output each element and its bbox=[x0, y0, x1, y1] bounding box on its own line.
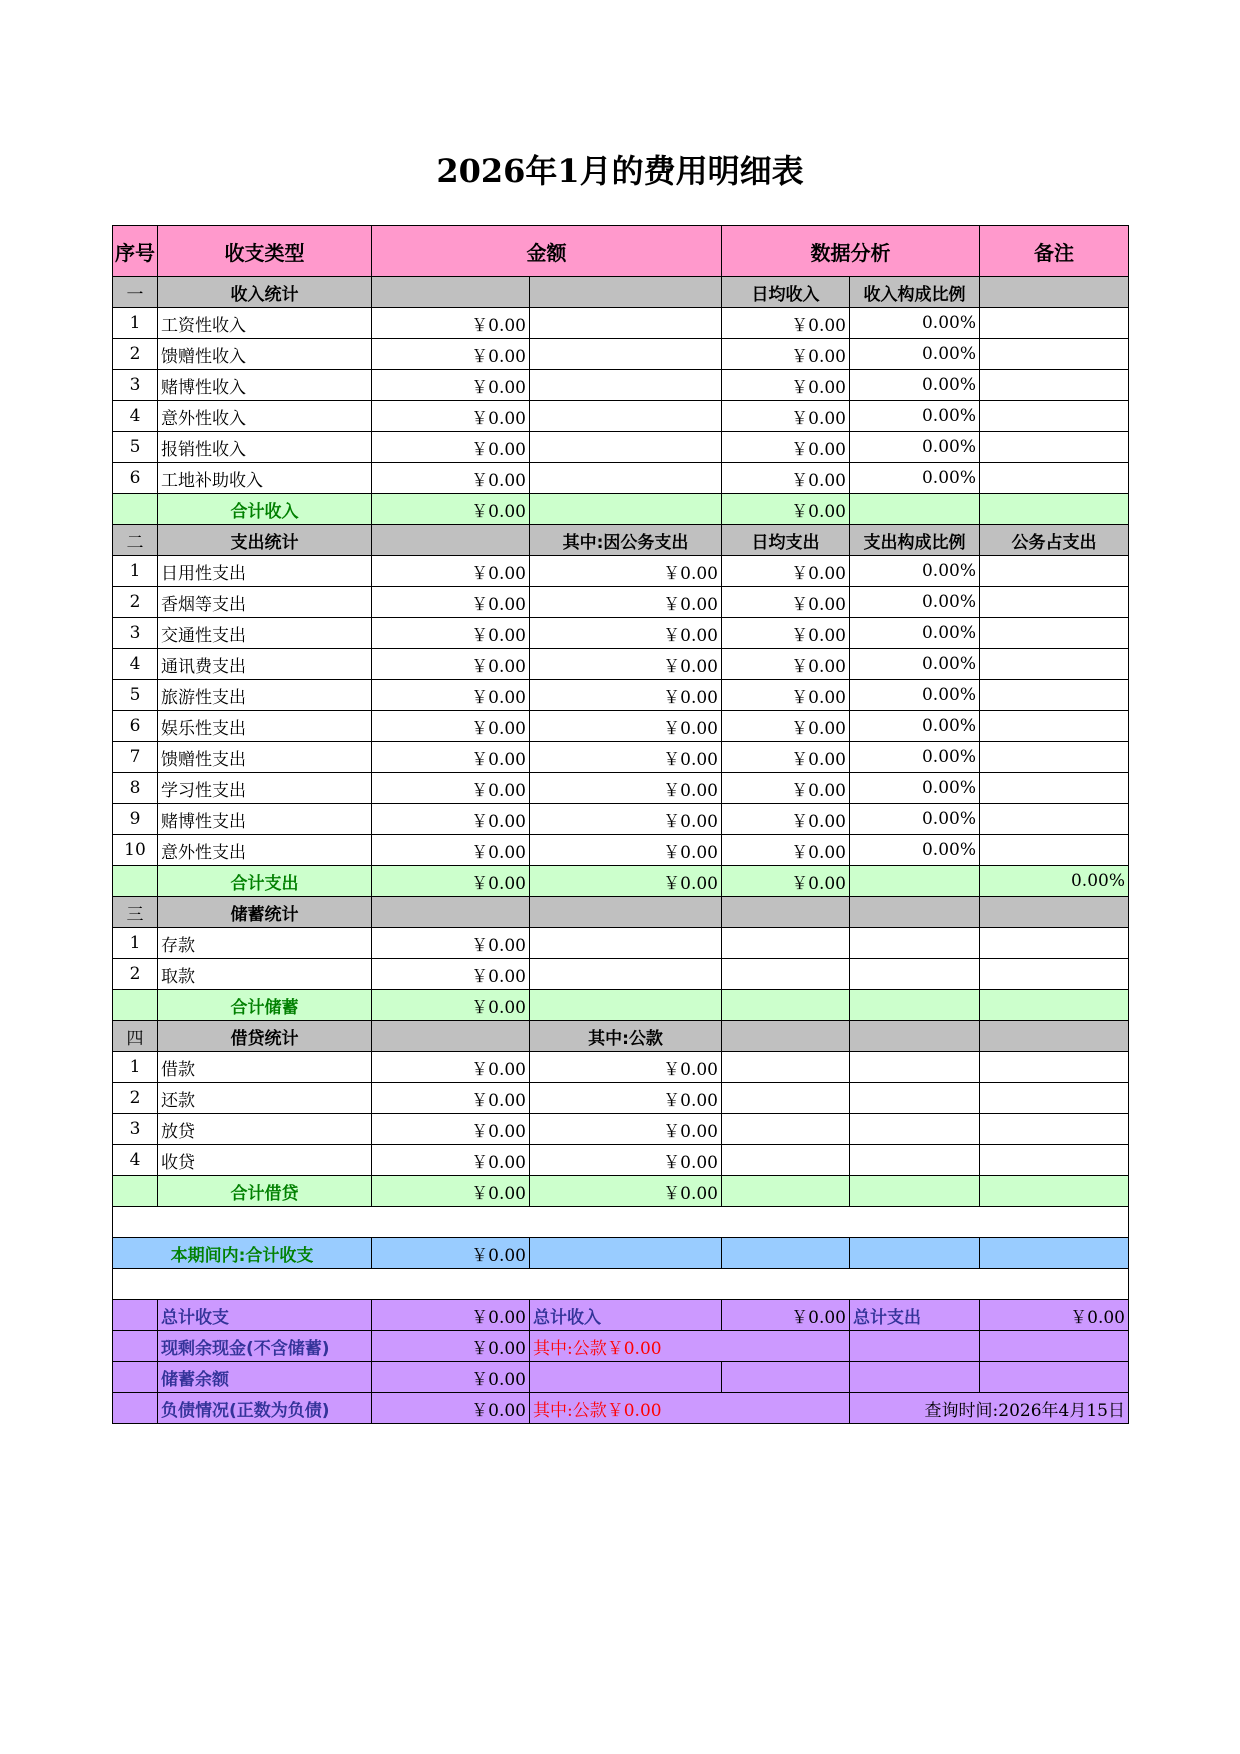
note-cell bbox=[980, 680, 1129, 711]
total-amount: ￥0.00 bbox=[372, 494, 530, 525]
empty-cell bbox=[850, 1362, 980, 1393]
ratio-cell: 0.00% bbox=[850, 339, 980, 370]
savings-row bbox=[113, 959, 1129, 990]
empty-cell bbox=[372, 525, 530, 556]
period-row bbox=[113, 1238, 1129, 1269]
official-cell: ￥0.00 bbox=[530, 618, 722, 649]
summary-income-label: 总计收入 bbox=[530, 1300, 722, 1331]
amount-cell: ￥0.00 bbox=[372, 804, 530, 835]
section-label: 储蓄统计 bbox=[158, 897, 372, 928]
total-label: 合计收入 bbox=[158, 494, 372, 525]
daily-cell: ￥0.00 bbox=[722, 339, 850, 370]
official-cell: ￥0.00 bbox=[530, 680, 722, 711]
loans-section-row bbox=[113, 1021, 1129, 1052]
amount-cell: ￥0.00 bbox=[372, 339, 530, 370]
header-analysis: 数据分析 bbox=[722, 226, 980, 277]
expense-section-row bbox=[113, 525, 1129, 556]
daily-cell: ￥0.00 bbox=[722, 463, 850, 494]
row-number: 1 bbox=[113, 1052, 158, 1083]
empty-cell bbox=[850, 928, 980, 959]
empty-cell bbox=[980, 1083, 1129, 1114]
empty-cell bbox=[980, 1362, 1129, 1393]
note-cell bbox=[980, 556, 1129, 587]
empty-cell bbox=[980, 990, 1129, 1021]
expense-row bbox=[113, 742, 1129, 773]
note-cell bbox=[980, 463, 1129, 494]
daily-cell: ￥0.00 bbox=[722, 587, 850, 618]
section-label: 支出统计 bbox=[158, 525, 372, 556]
item-name: 娱乐性支出 bbox=[158, 711, 372, 742]
amount-cell: ￥0.00 bbox=[372, 928, 530, 959]
empty-cell bbox=[372, 1021, 530, 1052]
expense-row bbox=[113, 773, 1129, 804]
summary-cash-row bbox=[113, 1331, 1129, 1362]
empty-cell bbox=[980, 959, 1129, 990]
ratio-cell: 0.00% bbox=[850, 308, 980, 339]
section-number: 一 bbox=[113, 277, 158, 308]
daily-cell: ￥0.00 bbox=[722, 804, 850, 835]
total-amount: ￥0.00 bbox=[372, 1176, 530, 1207]
daily-cell: ￥0.00 bbox=[722, 308, 850, 339]
item-name: 工地补助收入 bbox=[158, 463, 372, 494]
summary-official: 其中:公款￥0.00 bbox=[530, 1393, 850, 1424]
empty-cell bbox=[372, 897, 530, 928]
empty-cell bbox=[113, 1300, 158, 1331]
row-number: 2 bbox=[113, 1083, 158, 1114]
row-number: 1 bbox=[113, 308, 158, 339]
header-note: 备注 bbox=[980, 226, 1129, 277]
row-number: 3 bbox=[113, 1114, 158, 1145]
empty-cell bbox=[850, 1176, 980, 1207]
note-cell bbox=[980, 432, 1129, 463]
loans-row bbox=[113, 1083, 1129, 1114]
empty-cell bbox=[980, 928, 1129, 959]
empty-cell bbox=[850, 990, 980, 1021]
empty-cell bbox=[722, 1021, 850, 1052]
empty-cell bbox=[850, 494, 980, 525]
ratio-cell: 0.00% bbox=[850, 804, 980, 835]
official-cell: ￥0.00 bbox=[530, 1145, 722, 1176]
summary-expense-label: 总计支出 bbox=[850, 1300, 980, 1331]
empty-cell bbox=[980, 277, 1129, 308]
empty-cell bbox=[113, 1331, 158, 1362]
item-name: 报销性收入 bbox=[158, 432, 372, 463]
empty-cell bbox=[980, 897, 1129, 928]
amount-cell: ￥0.00 bbox=[372, 1083, 530, 1114]
empty-cell bbox=[530, 432, 722, 463]
expense-row bbox=[113, 835, 1129, 866]
row-number: 8 bbox=[113, 773, 158, 804]
expense-row bbox=[113, 680, 1129, 711]
empty-cell bbox=[530, 277, 722, 308]
row-number: 6 bbox=[113, 463, 158, 494]
row-number: 4 bbox=[113, 649, 158, 680]
amount-cell: ￥0.00 bbox=[372, 742, 530, 773]
empty-cell bbox=[980, 1331, 1129, 1362]
total-daily: ￥0.00 bbox=[722, 866, 850, 897]
item-name: 交通性支出 bbox=[158, 618, 372, 649]
summary-debt-row bbox=[113, 1393, 1129, 1424]
summary-amount: ￥0.00 bbox=[372, 1331, 530, 1362]
note-cell bbox=[980, 587, 1129, 618]
amount-cell: ￥0.00 bbox=[372, 370, 530, 401]
row-number: 4 bbox=[113, 401, 158, 432]
column-label-ratio: 支出构成比例 bbox=[850, 525, 980, 556]
item-name: 学习性支出 bbox=[158, 773, 372, 804]
note-cell bbox=[980, 742, 1129, 773]
empty-cell bbox=[113, 1393, 158, 1424]
period-label: 本期间内:合计收支 bbox=[113, 1238, 372, 1269]
empty-cell bbox=[530, 401, 722, 432]
section-number: 三 bbox=[113, 897, 158, 928]
empty-cell bbox=[530, 1238, 722, 1269]
empty-cell bbox=[722, 1052, 850, 1083]
official-cell: ￥0.00 bbox=[530, 1114, 722, 1145]
note-cell bbox=[980, 308, 1129, 339]
summary-income-amount: ￥0.00 bbox=[722, 1300, 850, 1331]
summary-label: 现剩余现金(不含储蓄) bbox=[158, 1331, 372, 1362]
item-name: 香烟等支出 bbox=[158, 587, 372, 618]
total-share: 0.00% bbox=[980, 866, 1129, 897]
empty-cell bbox=[722, 1362, 850, 1393]
official-cell: ￥0.00 bbox=[530, 742, 722, 773]
expense-row bbox=[113, 649, 1129, 680]
empty-cell bbox=[850, 1114, 980, 1145]
empty-cell bbox=[113, 990, 158, 1021]
expense-row bbox=[113, 618, 1129, 649]
empty-cell bbox=[980, 1238, 1129, 1269]
empty-cell bbox=[850, 1145, 980, 1176]
daily-cell: ￥0.00 bbox=[722, 773, 850, 804]
empty-cell bbox=[850, 1021, 980, 1052]
empty-cell bbox=[530, 1362, 722, 1393]
ratio-cell: 0.00% bbox=[850, 401, 980, 432]
empty-cell bbox=[530, 928, 722, 959]
item-name: 还款 bbox=[158, 1083, 372, 1114]
official-cell: ￥0.00 bbox=[530, 1052, 722, 1083]
summary-label: 储蓄余额 bbox=[158, 1362, 372, 1393]
ratio-cell: 0.00% bbox=[850, 463, 980, 494]
column-label-ratio: 收入构成比例 bbox=[850, 277, 980, 308]
daily-cell: ￥0.00 bbox=[722, 711, 850, 742]
total-label: 合计储蓄 bbox=[158, 990, 372, 1021]
ratio-cell: 0.00% bbox=[850, 742, 980, 773]
row-number: 2 bbox=[113, 339, 158, 370]
amount-cell: ￥0.00 bbox=[372, 1052, 530, 1083]
note-cell bbox=[980, 618, 1129, 649]
amount-cell: ￥0.00 bbox=[372, 959, 530, 990]
header-amount: 金额 bbox=[372, 226, 722, 277]
income-total-row bbox=[113, 494, 1129, 525]
empty-cell bbox=[980, 1145, 1129, 1176]
item-name: 馈赠性支出 bbox=[158, 742, 372, 773]
section-label: 借贷统计 bbox=[158, 1021, 372, 1052]
amount-cell: ￥0.00 bbox=[372, 1145, 530, 1176]
loans-row bbox=[113, 1052, 1129, 1083]
daily-cell: ￥0.00 bbox=[722, 742, 850, 773]
empty-cell bbox=[722, 1145, 850, 1176]
summary-total-row bbox=[113, 1300, 1129, 1331]
ratio-cell: 0.00% bbox=[850, 680, 980, 711]
empty-cell bbox=[722, 928, 850, 959]
loans-row bbox=[113, 1114, 1129, 1145]
row-number: 1 bbox=[113, 556, 158, 587]
income-row bbox=[113, 370, 1129, 401]
note-cell bbox=[980, 804, 1129, 835]
item-name: 旅游性支出 bbox=[158, 680, 372, 711]
empty-cell bbox=[530, 494, 722, 525]
summary-amount: ￥0.00 bbox=[372, 1362, 530, 1393]
column-label-daily: 日均支出 bbox=[722, 525, 850, 556]
amount-cell: ￥0.00 bbox=[372, 773, 530, 804]
loans-total-row bbox=[113, 1176, 1129, 1207]
item-name: 取款 bbox=[158, 959, 372, 990]
section-number: 四 bbox=[113, 1021, 158, 1052]
expense-total-row bbox=[113, 866, 1129, 897]
row-number: 2 bbox=[113, 587, 158, 618]
summary-official: 其中:公款￥0.00 bbox=[530, 1331, 850, 1362]
daily-cell: ￥0.00 bbox=[722, 556, 850, 587]
daily-cell: ￥0.00 bbox=[722, 401, 850, 432]
ratio-cell: 0.00% bbox=[850, 835, 980, 866]
spacer-row bbox=[113, 1269, 1129, 1300]
item-name: 放贷 bbox=[158, 1114, 372, 1145]
page-title: 2026年1月的费用明细表 bbox=[436, 152, 804, 190]
row-number: 10 bbox=[113, 835, 158, 866]
empty-cell bbox=[850, 1052, 980, 1083]
column-label-daily: 日均收入 bbox=[722, 277, 850, 308]
empty-cell bbox=[722, 1176, 850, 1207]
official-cell: ￥0.00 bbox=[530, 649, 722, 680]
note-cell bbox=[980, 401, 1129, 432]
ratio-cell: 0.00% bbox=[850, 587, 980, 618]
ratio-cell: 0.00% bbox=[850, 711, 980, 742]
ratio-cell: 0.00% bbox=[850, 649, 980, 680]
empty-cell bbox=[722, 1238, 850, 1269]
ratio-cell: 0.00% bbox=[850, 370, 980, 401]
summary-label: 负债情况(正数为负债) bbox=[158, 1393, 372, 1424]
total-daily: ￥0.00 bbox=[722, 494, 850, 525]
row-number: 3 bbox=[113, 370, 158, 401]
item-name: 赌博性收入 bbox=[158, 370, 372, 401]
expense-row bbox=[113, 804, 1129, 835]
amount-cell: ￥0.00 bbox=[372, 401, 530, 432]
loans-row bbox=[113, 1145, 1129, 1176]
spacer-cell bbox=[113, 1269, 1129, 1300]
note-cell bbox=[980, 649, 1129, 680]
row-number: 5 bbox=[113, 680, 158, 711]
summary-savings-row bbox=[113, 1362, 1129, 1393]
row-number: 1 bbox=[113, 928, 158, 959]
column-label-official: 其中:因公务支出 bbox=[530, 525, 722, 556]
spacer-cell bbox=[113, 1207, 1129, 1238]
spacer-row bbox=[113, 1207, 1129, 1238]
summary-label: 总计收支 bbox=[158, 1300, 372, 1331]
section-number: 二 bbox=[113, 525, 158, 556]
empty-cell bbox=[530, 990, 722, 1021]
official-cell: ￥0.00 bbox=[530, 804, 722, 835]
official-cell: ￥0.00 bbox=[530, 711, 722, 742]
item-name: 意外性支出 bbox=[158, 835, 372, 866]
row-number: 9 bbox=[113, 804, 158, 835]
item-name: 意外性收入 bbox=[158, 401, 372, 432]
header-row bbox=[113, 226, 1129, 277]
empty-cell bbox=[530, 463, 722, 494]
daily-cell: ￥0.00 bbox=[722, 618, 850, 649]
summary-expense-amount: ￥0.00 bbox=[980, 1300, 1129, 1331]
daily-cell: ￥0.00 bbox=[722, 680, 850, 711]
income-section-row bbox=[113, 277, 1129, 308]
empty-cell bbox=[850, 959, 980, 990]
section-label: 收入统计 bbox=[158, 277, 372, 308]
empty-cell bbox=[722, 990, 850, 1021]
row-number: 5 bbox=[113, 432, 158, 463]
empty-cell bbox=[113, 866, 158, 897]
empty-cell bbox=[722, 897, 850, 928]
row-number: 4 bbox=[113, 1145, 158, 1176]
income-row bbox=[113, 401, 1129, 432]
empty-cell bbox=[722, 959, 850, 990]
query-time: 查询时间:2026年4月15日 bbox=[850, 1393, 1129, 1424]
amount-cell: ￥0.00 bbox=[372, 649, 530, 680]
total-amount: ￥0.00 bbox=[372, 990, 530, 1021]
expense-row bbox=[113, 587, 1129, 618]
amount-cell: ￥0.00 bbox=[372, 308, 530, 339]
savings-row bbox=[113, 928, 1129, 959]
header-type: 收支类型 bbox=[158, 226, 372, 277]
note-cell bbox=[980, 773, 1129, 804]
amount-cell: ￥0.00 bbox=[372, 463, 530, 494]
column-label-share: 公务占支出 bbox=[980, 525, 1129, 556]
income-row bbox=[113, 339, 1129, 370]
income-row bbox=[113, 463, 1129, 494]
item-name: 通讯费支出 bbox=[158, 649, 372, 680]
summary-amount: ￥0.00 bbox=[372, 1393, 530, 1424]
income-row bbox=[113, 308, 1129, 339]
ratio-cell: 0.00% bbox=[850, 618, 980, 649]
empty-cell bbox=[113, 1176, 158, 1207]
header-seq: 序号 bbox=[113, 226, 158, 277]
official-cell: ￥0.00 bbox=[530, 556, 722, 587]
official-cell: ￥0.00 bbox=[530, 1083, 722, 1114]
column-label-official: 其中:公款 bbox=[530, 1021, 722, 1052]
note-cell bbox=[980, 339, 1129, 370]
empty-cell bbox=[530, 308, 722, 339]
total-label: 合计支出 bbox=[158, 866, 372, 897]
row-number: 6 bbox=[113, 711, 158, 742]
empty-cell bbox=[850, 866, 980, 897]
amount-cell: ￥0.00 bbox=[372, 618, 530, 649]
item-name: 赌博性支出 bbox=[158, 804, 372, 835]
total-official: ￥0.00 bbox=[530, 1176, 722, 1207]
daily-cell: ￥0.00 bbox=[722, 835, 850, 866]
amount-cell: ￥0.00 bbox=[372, 711, 530, 742]
note-cell bbox=[980, 370, 1129, 401]
amount-cell: ￥0.00 bbox=[372, 835, 530, 866]
period-amount: ￥0.00 bbox=[372, 1238, 530, 1269]
daily-cell: ￥0.00 bbox=[722, 649, 850, 680]
empty-cell bbox=[980, 1176, 1129, 1207]
empty-cell bbox=[850, 1238, 980, 1269]
ratio-cell: 0.00% bbox=[850, 432, 980, 463]
summary-amount: ￥0.00 bbox=[372, 1300, 530, 1331]
ratio-cell: 0.00% bbox=[850, 556, 980, 587]
item-name: 存款 bbox=[158, 928, 372, 959]
ratio-cell: 0.00% bbox=[850, 773, 980, 804]
note-cell bbox=[980, 835, 1129, 866]
empty-cell bbox=[530, 370, 722, 401]
total-label: 合计借贷 bbox=[158, 1176, 372, 1207]
empty-cell bbox=[980, 494, 1129, 525]
row-number: 7 bbox=[113, 742, 158, 773]
row-number: 2 bbox=[113, 959, 158, 990]
row-number: 3 bbox=[113, 618, 158, 649]
item-name: 馈赠性收入 bbox=[158, 339, 372, 370]
empty-cell bbox=[980, 1114, 1129, 1145]
item-name: 日用性支出 bbox=[158, 556, 372, 587]
note-cell bbox=[980, 711, 1129, 742]
empty-cell bbox=[722, 1114, 850, 1145]
amount-cell: ￥0.00 bbox=[372, 432, 530, 463]
amount-cell: ￥0.00 bbox=[372, 680, 530, 711]
savings-total-row bbox=[113, 990, 1129, 1021]
expense-row bbox=[113, 556, 1129, 587]
empty-cell bbox=[113, 1362, 158, 1393]
amount-cell: ￥0.00 bbox=[372, 556, 530, 587]
amount-cell: ￥0.00 bbox=[372, 587, 530, 618]
empty-cell bbox=[980, 1021, 1129, 1052]
item-name: 收贷 bbox=[158, 1145, 372, 1176]
total-amount: ￥0.00 bbox=[372, 866, 530, 897]
item-name: 借款 bbox=[158, 1052, 372, 1083]
empty-cell bbox=[530, 339, 722, 370]
item-name: 工资性收入 bbox=[158, 308, 372, 339]
total-official: ￥0.00 bbox=[530, 866, 722, 897]
income-row bbox=[113, 432, 1129, 463]
daily-cell: ￥0.00 bbox=[722, 432, 850, 463]
savings-section-row bbox=[113, 897, 1129, 928]
empty-cell bbox=[530, 959, 722, 990]
empty-cell bbox=[722, 1083, 850, 1114]
expense-sheet bbox=[112, 225, 1129, 1424]
empty-cell bbox=[113, 494, 158, 525]
official-cell: ￥0.00 bbox=[530, 773, 722, 804]
official-cell: ￥0.00 bbox=[530, 587, 722, 618]
expense-row bbox=[113, 711, 1129, 742]
daily-cell: ￥0.00 bbox=[722, 370, 850, 401]
empty-cell bbox=[850, 897, 980, 928]
empty-cell bbox=[980, 1052, 1129, 1083]
official-cell: ￥0.00 bbox=[530, 835, 722, 866]
empty-cell bbox=[372, 277, 530, 308]
amount-cell: ￥0.00 bbox=[372, 1114, 530, 1145]
empty-cell bbox=[530, 897, 722, 928]
empty-cell bbox=[850, 1331, 980, 1362]
empty-cell bbox=[850, 1083, 980, 1114]
